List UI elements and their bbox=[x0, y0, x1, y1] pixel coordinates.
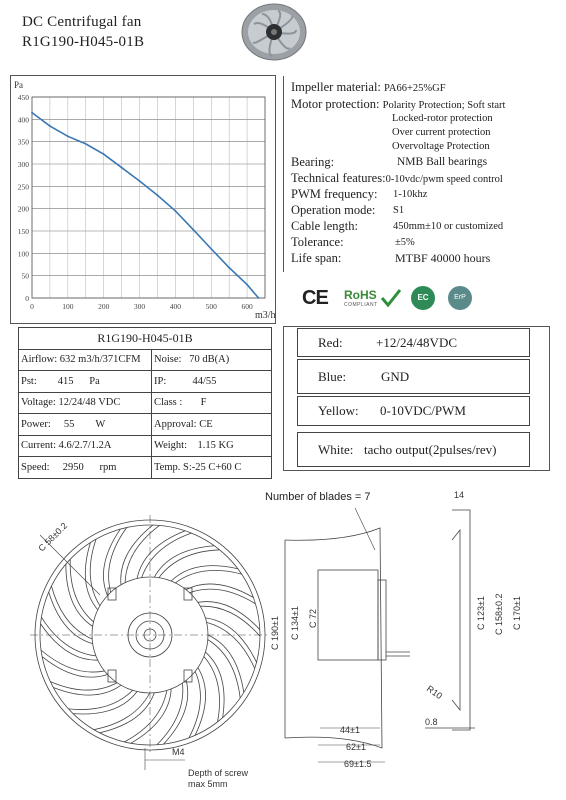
dim-170: C 170±1 bbox=[512, 596, 522, 630]
y-tick-label: 300 bbox=[17, 160, 29, 169]
impeller-side-view bbox=[285, 528, 410, 748]
data-point bbox=[103, 153, 105, 155]
blade-curve bbox=[190, 589, 256, 604]
pst-value: 415 bbox=[57, 375, 74, 387]
technical-features-label: Technical features: bbox=[291, 171, 386, 185]
ec-badge-icon: EC bbox=[411, 286, 435, 310]
spec-table-title: R1G190-H045-01B bbox=[19, 328, 272, 350]
impeller-section-view bbox=[425, 510, 475, 730]
data-point bbox=[246, 284, 248, 286]
x-axis-label: m3/h bbox=[255, 310, 276, 321]
approval-value: CE bbox=[199, 418, 213, 430]
blade-curve bbox=[50, 682, 117, 690]
rohs-text: RoHS bbox=[344, 288, 377, 302]
y-tick-label: 50 bbox=[21, 271, 29, 281]
y-tick-label: 450 bbox=[17, 93, 29, 102]
data-point bbox=[139, 180, 141, 182]
weight-label: Weight: bbox=[154, 440, 187, 452]
radius-r10: R10 bbox=[424, 683, 445, 702]
technical-features-value: 0-10vdc/pwm speed control bbox=[385, 174, 503, 185]
blade-curve bbox=[94, 693, 150, 730]
blade-curve bbox=[103, 529, 120, 595]
technical-drawing bbox=[0, 480, 566, 800]
dim-190: C 190±1 bbox=[270, 616, 280, 650]
x-tick-label: 600 bbox=[241, 302, 253, 311]
y-tick-label: 0 bbox=[25, 294, 29, 303]
wire-yellow-value: 0-10VDC/PWM bbox=[380, 403, 466, 418]
wire-white-label: White: bbox=[318, 442, 354, 457]
data-point bbox=[258, 297, 260, 299]
class-label: Class : bbox=[154, 397, 183, 409]
dim-44: 44±1 bbox=[340, 725, 360, 735]
operation-mode-value: S1 bbox=[393, 205, 405, 216]
data-point bbox=[31, 112, 33, 114]
blade-curve bbox=[85, 543, 97, 610]
life-span-label: Life span: bbox=[291, 251, 342, 265]
motor-protection-value-3: Over current protection bbox=[392, 127, 491, 138]
data-point bbox=[49, 125, 51, 127]
table-row bbox=[19, 414, 272, 436]
impeller-material-label: Impeller material: bbox=[291, 80, 381, 94]
speed-value: 2950 bbox=[62, 461, 84, 473]
ip-label: IP: bbox=[154, 375, 167, 387]
speed-label: Speed: bbox=[21, 461, 50, 473]
y-tick-label: 100 bbox=[17, 249, 29, 259]
life-span-row bbox=[291, 251, 341, 266]
series-line bbox=[32, 113, 259, 298]
ip-value: 44/55 bbox=[192, 375, 217, 387]
blade-count-note: Number of blades = 7 bbox=[265, 491, 371, 503]
airflow-label: Airflow: bbox=[21, 354, 58, 366]
blade-curve bbox=[51, 586, 92, 639]
y-tick-label: 250 bbox=[17, 182, 29, 192]
operation-mode-row bbox=[291, 203, 375, 218]
tolerance-label: Tolerance: bbox=[291, 235, 344, 249]
dim-58: C 58±0.2 bbox=[36, 520, 70, 554]
y-tick-label: 150 bbox=[17, 227, 29, 236]
wire-blue-value: GND bbox=[381, 369, 410, 384]
table-row bbox=[19, 435, 272, 457]
blade-curve bbox=[159, 550, 220, 578]
wire-red-label: Red: bbox=[318, 335, 343, 350]
data-point bbox=[67, 135, 69, 137]
rohs-logo-icon bbox=[344, 288, 378, 308]
data-point bbox=[85, 143, 87, 145]
y-tick-label: 400 bbox=[17, 115, 29, 125]
dim-14: 14 bbox=[454, 490, 465, 500]
bearing-label: Bearing: bbox=[291, 155, 335, 169]
cable-length-row bbox=[291, 219, 358, 234]
blade-curve bbox=[90, 539, 100, 606]
voltage-label: Voltage: bbox=[21, 397, 56, 409]
cable-length-label: Cable length: bbox=[291, 219, 358, 233]
dim-158: C 158±0.2 bbox=[494, 593, 504, 635]
table-row bbox=[19, 457, 272, 479]
weight-value: 1.15 KG bbox=[197, 440, 234, 452]
wire-white-box bbox=[297, 432, 530, 467]
pst-unit: Pa bbox=[89, 375, 100, 387]
check-mark-icon bbox=[380, 288, 402, 308]
temp-label: Temp. S: bbox=[154, 461, 192, 473]
dim-62: 62±1 bbox=[346, 742, 366, 752]
power-unit: W bbox=[95, 418, 106, 430]
dim-123: C 123±1 bbox=[476, 596, 486, 630]
x-tick-label: 100 bbox=[62, 302, 74, 311]
operation-mode-label: Operation mode: bbox=[291, 203, 376, 217]
wire-yellow-box bbox=[297, 396, 530, 426]
performance-chart bbox=[10, 75, 276, 324]
table-row bbox=[19, 349, 272, 371]
dim-72: C 72 bbox=[308, 608, 318, 628]
eco-leaf-badge-icon: ErP bbox=[448, 286, 472, 310]
screw-depth-label-2: max 5mm bbox=[188, 779, 228, 789]
x-tick-label: 500 bbox=[205, 302, 217, 311]
spec-divider bbox=[283, 76, 284, 272]
table-row bbox=[19, 371, 272, 393]
life-span-value: MTBF 40000 hours bbox=[395, 251, 491, 265]
approval-label: Approval: bbox=[154, 418, 197, 430]
table-row bbox=[19, 392, 272, 414]
impeller-material-value: PA66+25%GF bbox=[384, 83, 446, 94]
wire-red-value: +12/24/48VDC bbox=[376, 335, 458, 350]
current-label: Current: bbox=[21, 440, 56, 452]
blade-curve bbox=[204, 656, 220, 721]
rohs-sub-text: COMPLIANT bbox=[344, 302, 378, 308]
class-value: F bbox=[200, 397, 207, 409]
y-tick-label: 200 bbox=[17, 204, 29, 214]
power-label: Power: bbox=[21, 418, 51, 430]
m4-label: M4 bbox=[172, 747, 185, 757]
data-point bbox=[157, 194, 159, 196]
wire-blue-box bbox=[297, 359, 530, 394]
cable-length-value: 450mm±10 or customized bbox=[393, 221, 504, 232]
pwm-frequency-value: 1-10khz bbox=[393, 189, 428, 200]
pst-label: Pst: bbox=[21, 375, 37, 387]
x-tick-label: 400 bbox=[169, 302, 182, 311]
power-value: 55 bbox=[63, 418, 75, 430]
model-title: R1G190-H045-01B bbox=[22, 34, 145, 50]
blade-curve bbox=[164, 680, 188, 744]
spec-table bbox=[18, 327, 272, 479]
noise-value: 70 dB(A) bbox=[189, 354, 230, 366]
noise-label: Noise: bbox=[154, 354, 182, 366]
wire-red-box bbox=[297, 328, 530, 357]
tolerance-row bbox=[291, 235, 344, 250]
impeller-front-view bbox=[30, 515, 270, 755]
motor-protection-value-2: Locked-rotor protection bbox=[392, 113, 493, 124]
y-tick-label: 350 bbox=[17, 137, 29, 147]
product-type-title: DC Centrifugal fan bbox=[22, 14, 142, 30]
current-value: 4.6/2.7/1.2A bbox=[58, 440, 112, 452]
blade-curve bbox=[69, 690, 133, 709]
data-point bbox=[192, 229, 194, 231]
x-tick-label: 0 bbox=[30, 302, 34, 311]
impeller-material-row bbox=[291, 80, 446, 95]
voltage-value: 12/24/48 VDC bbox=[58, 397, 121, 409]
dim-134: C 134±1 bbox=[290, 606, 300, 640]
y-axis-label: Pa bbox=[14, 80, 23, 90]
dim-0-8: 0.8 bbox=[425, 717, 438, 727]
bearing-row bbox=[291, 155, 334, 170]
motor-protection-value-4: Overvoltage Protection bbox=[392, 141, 490, 152]
motor-protection-value-1: Polarity Protection; Soft start bbox=[382, 100, 506, 111]
wire-white-value: tacho output(2pulses/rev) bbox=[364, 442, 497, 457]
blade-curve bbox=[175, 570, 241, 582]
blade-curve bbox=[109, 527, 127, 592]
data-point bbox=[228, 267, 230, 269]
dim-69: 69±1.5 bbox=[344, 759, 372, 769]
airflow-value: 632 m3/h/371CFM bbox=[59, 354, 141, 366]
wire-yellow-label: Yellow: bbox=[318, 403, 359, 418]
bearing-value: NMB Ball bearings bbox=[397, 156, 488, 168]
fan-product-image bbox=[240, 2, 340, 66]
ce-mark-icon: CE bbox=[302, 287, 328, 309]
data-point bbox=[174, 210, 176, 212]
x-tick-label: 300 bbox=[133, 302, 146, 311]
tolerance-value: ±5% bbox=[395, 237, 415, 248]
wire-blue-label: Blue: bbox=[318, 369, 347, 384]
pwm-frequency-row bbox=[291, 187, 377, 202]
pwm-frequency-label: PWM frequency: bbox=[291, 187, 378, 201]
motor-protection-row bbox=[291, 97, 505, 112]
data-point bbox=[210, 248, 212, 250]
motor-protection-label: Motor protection: bbox=[291, 97, 380, 111]
data-point bbox=[121, 167, 123, 169]
speed-unit: rpm bbox=[99, 461, 117, 473]
technical-features-row bbox=[291, 171, 503, 186]
temp-value: -25 C+60 C bbox=[191, 461, 242, 473]
x-tick-label: 200 bbox=[98, 302, 110, 311]
screw-depth-label-1: Depth of screw bbox=[188, 768, 249, 778]
